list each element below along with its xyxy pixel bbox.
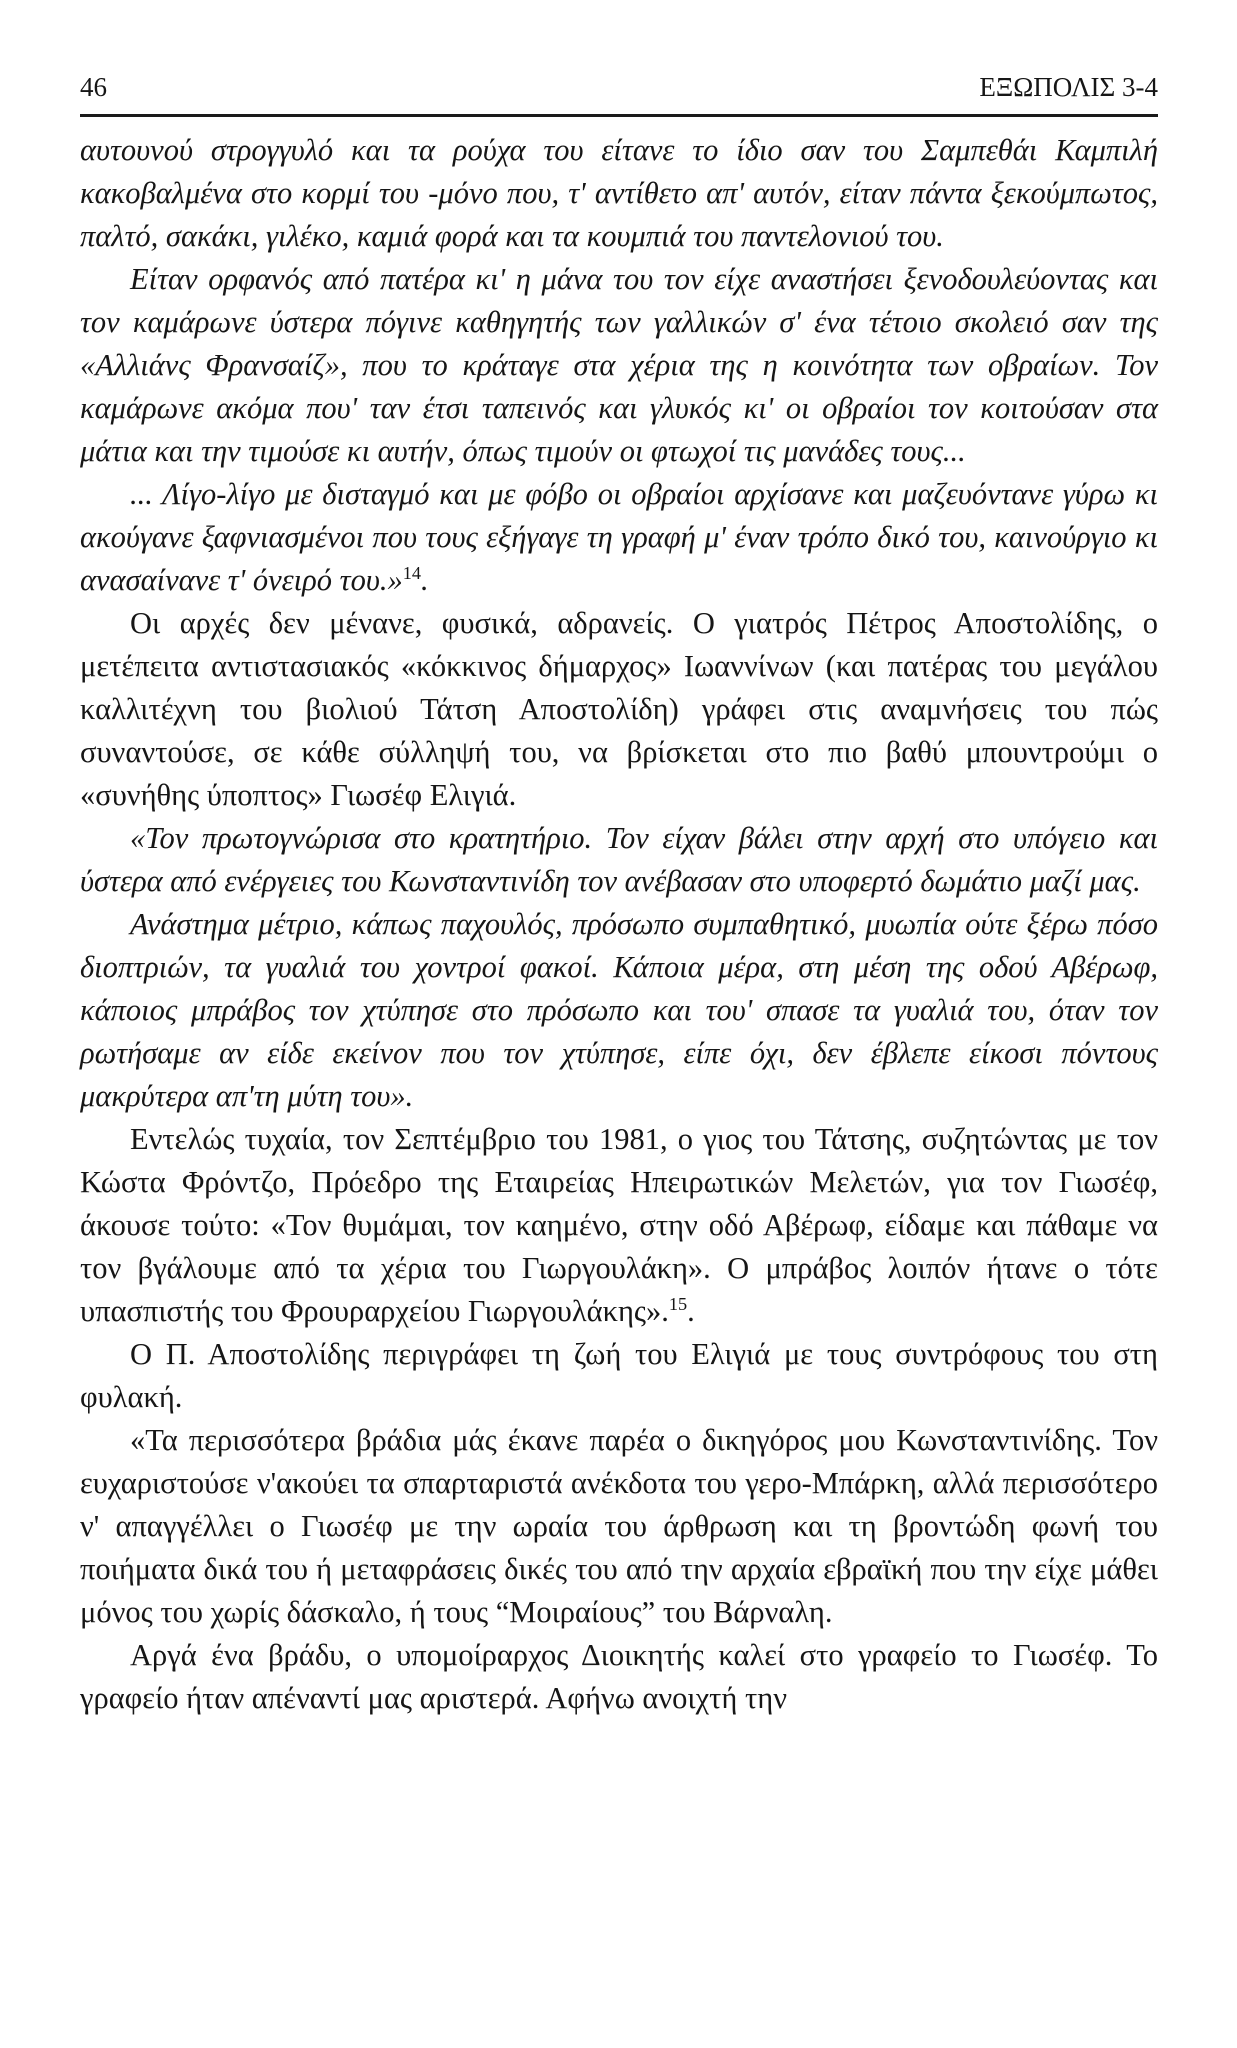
paragraph-text: αυτουνού στρογγυλό και τα ρούχα του είτανε το ίδιο σαν του Σαμπεθάι Καμπιλή κακοβαλμένα στο κορμί του -μόνο που, τ' αντίθετο απ' αυτόν, είταν πάντα ξεκούμπωτος, παλτό, σακάκι, γιλέκο, καμιά φορά και τα κουμπιά του παντελονιού του. <box>80 133 1158 253</box>
page-number: 46 <box>80 72 107 102</box>
paragraph <box>80 1419 1158 1634</box>
footnote-reference: 15 <box>668 1294 688 1315</box>
paragraph-text: Αργά ένα βράδυ, ο υπομοίραρχος Διοικητής καλεί στο γραφείο το Γιωσέφ. Το γραφείο ήταν απέναντί μας αριστερά. Αφήνω ανοιχτή την <box>80 1638 1158 1715</box>
running-header <box>80 70 1158 114</box>
paragraph <box>80 473 1158 602</box>
page-body <box>80 129 1158 1720</box>
running-title: ΕΞΩΠΟΛΙΣ 3-4 <box>979 72 1158 102</box>
header-rule <box>80 114 1158 117</box>
paragraph <box>80 817 1158 903</box>
paragraph-text: Είταν ορφανός από πατέρα κι' η μάνα του τον είχε αναστήσει ξενοδουλεύοντας και τον καμάρωνε ύστερα πόγινε καθηγητής των γαλλικών σ' ένα τέτοιο σκολειό σαν της «Αλλιάνς Φρανσαίζ», που το κράταγε στα χέρια της η κοινότητα των οβραίων. Τον καμάρωνε ακόμα που' ταν έτσι ταπεινός και γλυκός κι' οι οβραίοι τον κοιτούσαν στα μάτια και την τιμούσε κι αυτήν, όπως τιμούν οι φτωχοί τις μανάδες τους... <box>80 262 1158 468</box>
paragraph <box>80 129 1158 258</box>
trailing-punctuation: . <box>421 563 429 597</box>
paragraph <box>80 1333 1158 1419</box>
paragraph <box>80 903 1158 1118</box>
footnote-reference: 14 <box>402 563 421 584</box>
paragraph <box>80 1634 1158 1720</box>
paragraph-text: Εντελώς τυχαία, τον Σεπτέμβριο του 1981, ο γιος του Τάτσης, συζητώντας με τον Κώστα Φρόντζο, Πρόεδρο της Εταιρείας Ηπειρωτικών Μελετών, για τον Γιωσέφ, άκουσε τούτο: «Τον θυμάμαι, τον καημένο, στην οδό Αβέρωφ, είδαμε και πάθαμε να τον βγάλουμε από τα χέρια του Γιωργουλάκη». Ο μπράβος λοιπόν ήτανε ο τότε υπασπιστής του Φρουραρχείου Γιωργουλάκης». <box>80 1122 1158 1328</box>
book-page <box>80 70 1158 1720</box>
paragraph-text: Οι αρχές δεν μένανε, φυσικά, αδρανείς. Ο γιατρός Πέτρος Αποστολίδης, ο μετέπειτα αντιστασιακός «κόκκινος δήμαρχος» Ιωαννίνων (και πατέρας του μεγάλου καλλιτέχνη του βιολιού Τάτση Αποστολίδη) γράφει στις αναμνήσεις του πώς συναντούσε, σε κάθε σύλληψή του, να βρίσκεται στο πιο βαθύ μπουντρούμι ο «συνήθης ύποπτος» Γιωσέφ Ελιγιά. <box>80 606 1158 812</box>
paragraph-text: ... Λίγο-λίγο με δισταγμό και με φόβο οι οβραίοι αρχίσανε και μαζευόντανε γύρω κι ακούγανε ξαφνιασμένοι που τους εξήγαγε τη γραφή μ' έναν τρόπο δικό του, καινούργιο κι ανασαίνανε τ' όνειρό του.» <box>80 477 1158 597</box>
paragraph <box>80 1118 1158 1333</box>
paragraph-text: «Τον πρωτογνώρισα στο κρατητήριο. Τον είχαν βάλει στην αρχή στο υπόγειο και ύστερα από ενέργειες του Κωνσταντινίδη τον ανέβασαν στο υποφερτό δωμάτιο μαζί μας. <box>80 821 1158 898</box>
paragraph-text: Ανάστημα μέτριο, κάπως παχουλός, πρόσωπο συμπαθητικό, μυωπία ούτε ξέρω πόσο διοπτριών, τα γυαλιά του χοντροί φακοί. Κάποια μέρα, στη μέση της οδού Αβέρωφ, κάποιος μπράβος τον χτύπησε στο πρόσωπο και του' σπασε τα γυαλιά του, όταν τον ρωτήσαμε αν είδε εκείνον που τον χτύπησε, είπε όχι, δεν έβλεπε είκοσι πόντους μακρύτερα απ'τη μύτη του». <box>80 907 1158 1113</box>
paragraph-text: «Τα περισσότερα βράδια μάς έκανε παρέα ο δικηγόρος μου Κωνσταντινίδης. Τον ευχαριστούσε ν'ακούει τα σπαρταριστά ανέκδοτα του γερο-Μπάρκη, αλλά περισσότερο ν' απαγγέλλει ο Γιωσέφ με την ωραία του άρθρωση και τη βροντώδη φωνή του ποιήματα δικά του ή μεταφράσεις δικές του από την αρχαία εβραϊκή που την είχε μάθει μόνος του χωρίς δάσκαλο, ή τους “Μοιραίους” του Βάρναλη. <box>80 1423 1158 1629</box>
paragraph <box>80 258 1158 473</box>
trailing-punctuation: . <box>687 1294 695 1328</box>
paragraph <box>80 602 1158 817</box>
paragraph-text: Ο Π. Αποστολίδης περιγράφει τη ζωή του Ελιγιά με τους συντρόφους του στη φυλακή. <box>80 1337 1158 1414</box>
